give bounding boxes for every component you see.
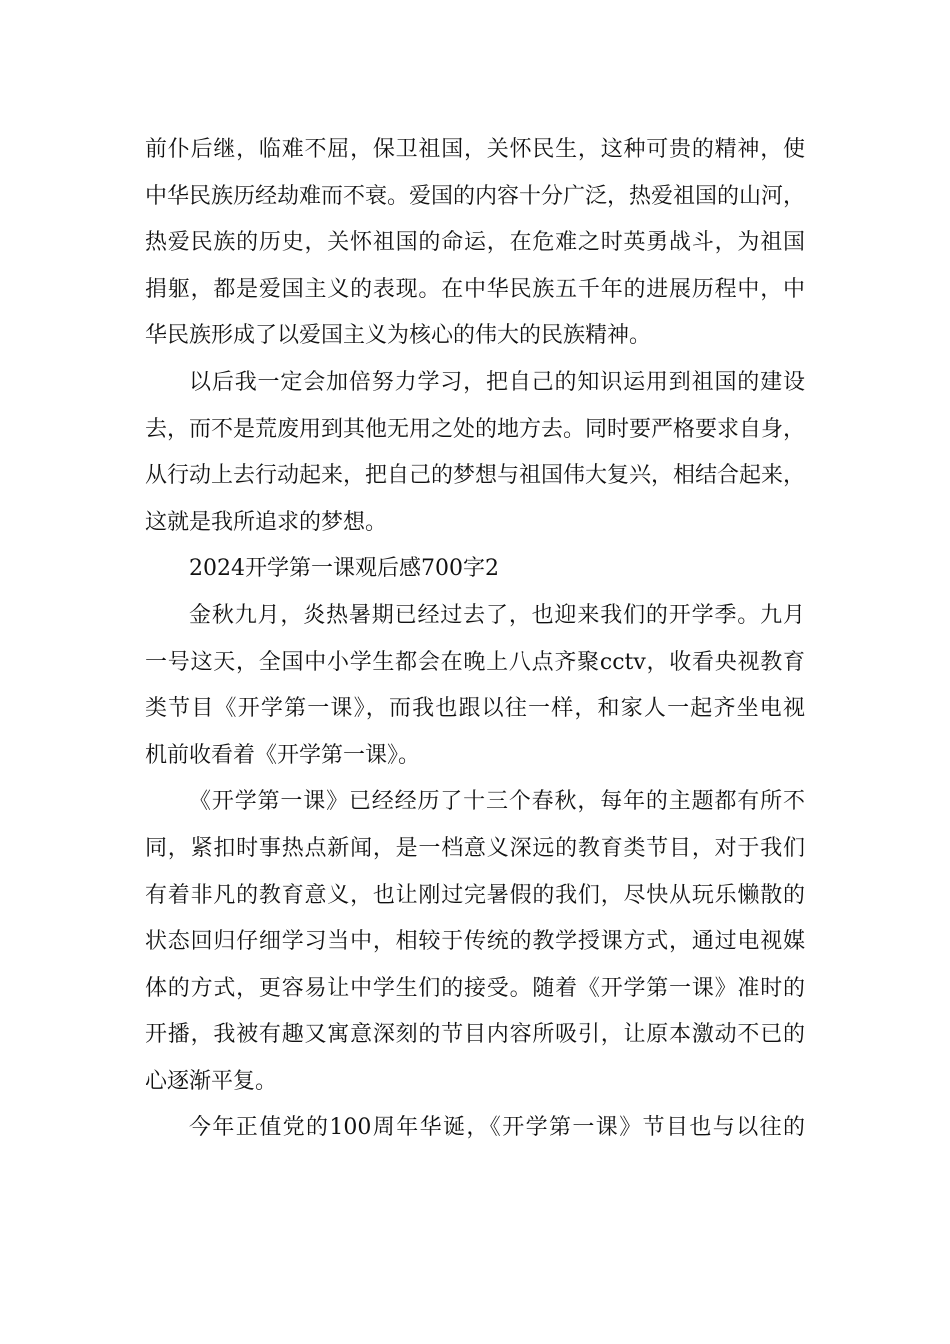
text-line: 以后我一定会加倍努力学习，把自己的知识运用到祖国的建设	[189, 369, 805, 395]
text-line: 机前收看着《开学第一课》。	[145, 742, 421, 768]
text-line: 捐躯，都是爱国主义的表现。在中华民族五千年的进展历程中，中	[145, 276, 805, 302]
text-line: 金秋九月，炎热暑期已经过去了，也迎来我们的开学季。九月	[189, 602, 805, 628]
text-line: 有着非凡的教育意义，也让刚过完暑假的我们，尽快从玩乐懒散的	[145, 882, 805, 908]
text-line: 一号这天，全国中小学生都会在晚上八点齐聚cctv，收看央视教育	[145, 649, 805, 675]
text-line: 华民族形成了以爱国主义为核心的伟大的民族精神。	[145, 323, 652, 349]
text-line: 去，而不是荒废用到其他无用之处的地方去。同时要严格要求自身，	[145, 416, 806, 442]
text-line: 体的方式，更容易让中学生们的接受。随着《开学第一课》准时的	[145, 975, 805, 1001]
text-line: 《开学第一课》已经经历了十三个春秋，每年的主题都有所不	[189, 789, 805, 815]
paragraph	[145, 360, 805, 546]
paragraph	[145, 593, 805, 779]
text-line: 同，紧扣时事热点新闻，是一档意义深远的教育类节目，对于我们	[145, 835, 805, 861]
paragraph	[145, 127, 805, 360]
text-line: 开播，我被有趣又寓意深刻的节目内容所吸引，让原本激动不已的	[145, 1022, 805, 1048]
document-page	[145, 127, 805, 1152]
text-line: 从行动上去行动起来，把自己的梦想与祖国伟大复兴，相结合起来，	[145, 463, 806, 489]
heading-line: 2024开学第一课观后感700字2	[189, 556, 499, 582]
paragraph	[145, 1105, 805, 1152]
text-line: 中华民族历经劫难而不衰。爱国的内容十分广泛，热爱祖国的山河，	[145, 183, 806, 209]
text-line: 今年正值党的100周年华诞，《开学第一课》节目也与以往的	[189, 1115, 805, 1141]
text-line: 类节目《开学第一课》，而我也跟以往一样，和家人一起齐坐电视	[145, 696, 805, 722]
text-line: 热爱民族的历史，关怀祖国的命运，在危难之时英勇战斗，为祖国	[145, 230, 805, 256]
text-line: 这就是我所追求的梦想。	[145, 509, 388, 535]
text-line: 前仆后继，临难不屈，保卫祖国，关怀民生，这种可贵的精神，使	[145, 137, 805, 162]
section-heading	[145, 546, 805, 593]
text-line: 心逐渐平复。	[145, 1068, 278, 1094]
paragraph	[145, 779, 805, 1105]
text-line: 状态回归仔细学习当中，相较于传统的教学授课方式，通过电视媒	[145, 929, 805, 955]
